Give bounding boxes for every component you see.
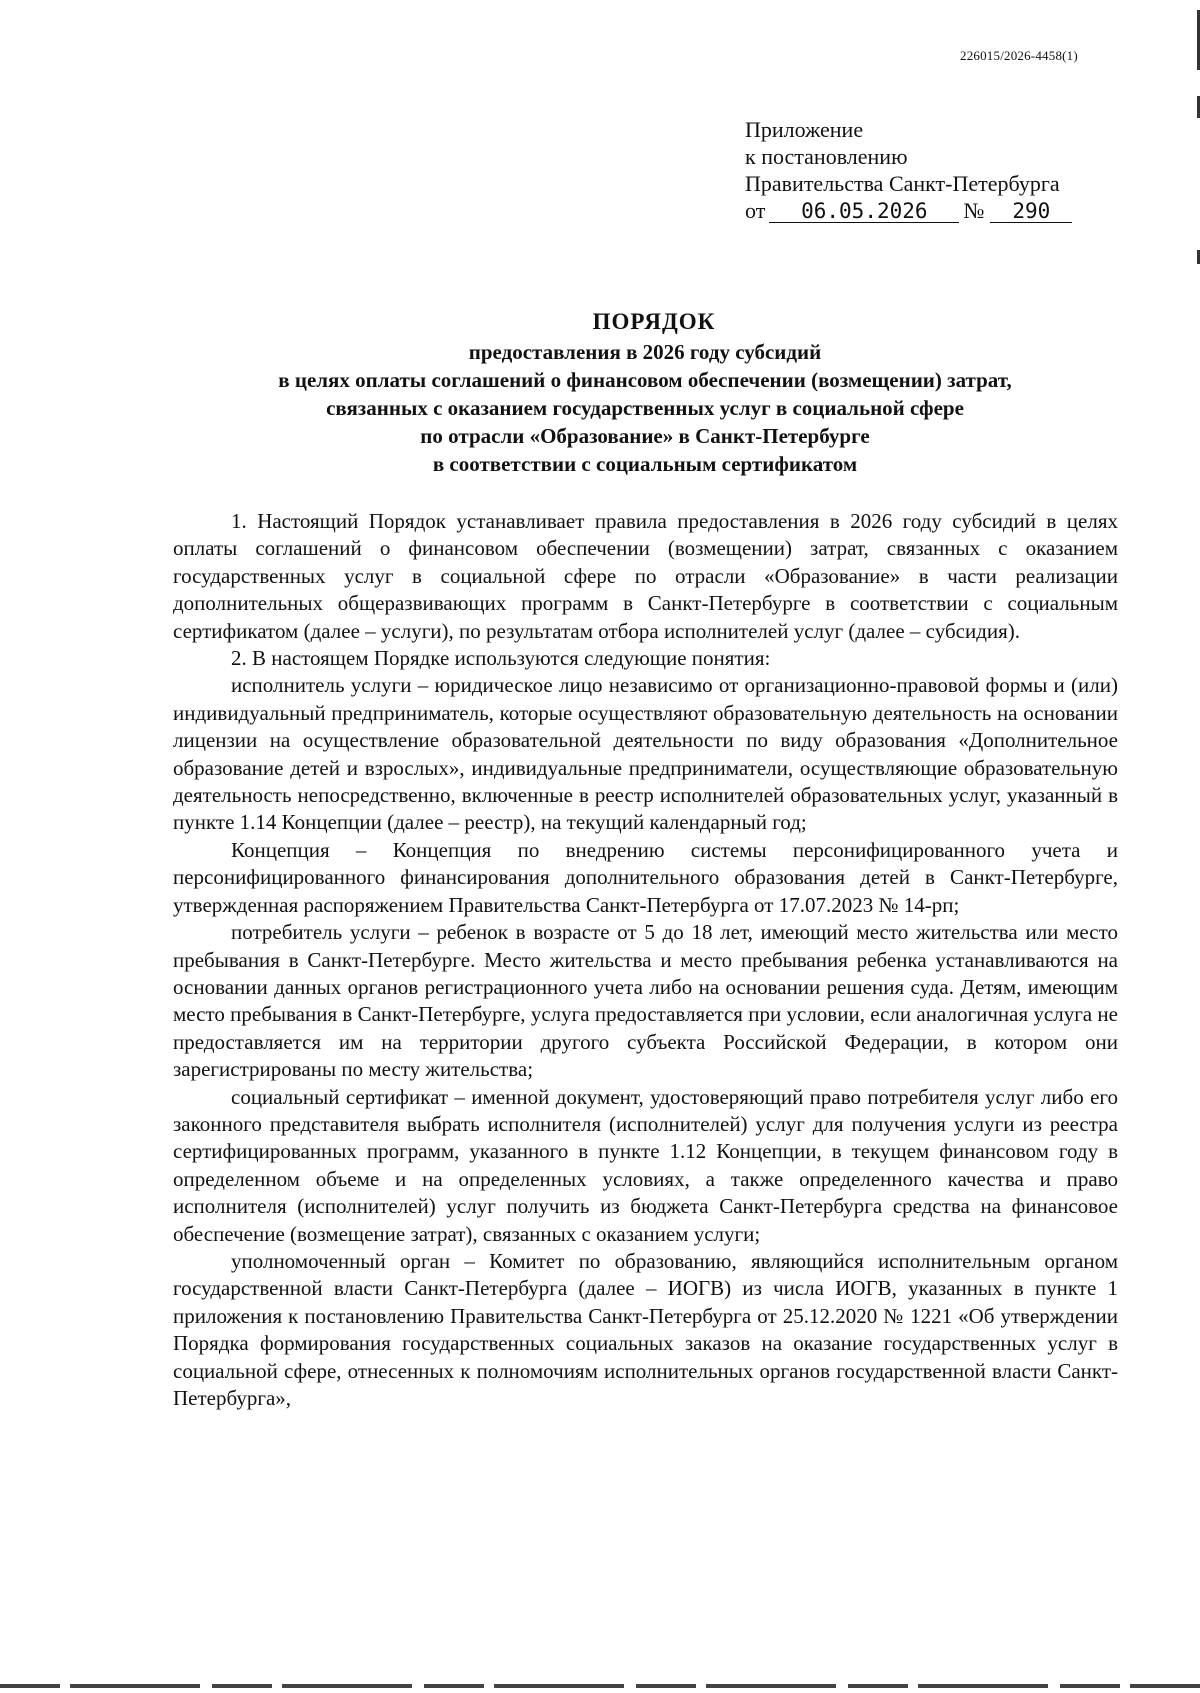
paragraph: социальный сертификат – именной документ, удостоверяющий право потребителя услуг либо его законного представителя выбрать исполнителя (исполнителей) услуг для получения услуги из реестра сертифицированных программ, указанного в пункте 1.12 Концепции, в текущем финансовом году в определенном объеме и на определенных условиях, а также определенного качества и право исполнителя (исполнителей) услуг получить из бюджета Санкт-Петербурга средства на финансовое обеспечение (возмещение затрат), связанных с оказанием услуги; (173, 1084, 1118, 1246)
title-line: в соответствии с социальным сертификатом (432, 452, 858, 476)
appendix-line-2: к постановлению (745, 144, 908, 169)
date-prefix: от (745, 198, 766, 223)
document-id: 226015/2026-4458(1) (960, 48, 1078, 63)
scan-bottom-edge (0, 1684, 1200, 1688)
appendix-line-1: Приложение (745, 117, 864, 142)
title-line: связанных с оказанием государственных услуг в социальной сфере (326, 396, 964, 420)
paragraph: исполнитель услуги – юридическое лицо независимо от организационно-правовой формы и (или) индивидуальный предприниматель, которые осуществляют образовательную деятельность на основании лицензии на осуществление образовательной деятельности по виду образования «Дополнительное образование детей и взрослых», индивидуальные предприниматели, осуществляющие образовательную деятельность непосредственно, включенные в реестр исполнителей образовательных услуг, указанный в пункте 1.14 Концепции (далее – реестр), на текущий календарный год; (173, 673, 1118, 835)
paragraph: 1. Настоящий Порядок устанавливает правила предоставления в 2026 году субсидий в целях оплаты соглашений о финансовом обеспечении (возмещении) затрат, связанных с оказанием государственных услуг в социальной сфере по отрасли «Образование» в части реализации дополнительных общеразвивающих программ в Санкт-Петербурге в соответствии с социальным сертификатом (далее – услуги), по результатам отбора исполнителей услуг (далее – субсидия). (173, 509, 1118, 643)
appendix-date-line (745, 197, 1072, 224)
title-line: предоставления в 2026 году субсидий (468, 340, 822, 364)
scan-edge-marks (1196, 0, 1200, 1693)
appendix-line-3: Правительства Санкт-Петербурга (745, 171, 1060, 196)
paragraph: Концепция – Концепция по внедрению системы персонифицированного учета и персонифицированного финансирования дополнительного образования детей в Санкт-Петербурге, утвержденная распоряжением Правительства Санкт-Петербурга от 17.07.2023 № 14-рп; (173, 837, 1118, 917)
document-title (172, 308, 1118, 478)
paragraph: 2. В настоящем Порядке используются следующие понятия: (231, 646, 771, 671)
title-main: ПОРЯДОК (592, 309, 716, 334)
document-body (173, 508, 1118, 1412)
title-line: по отрасли «Образование» в Санкт-Петербурге (420, 424, 870, 448)
paragraph: уполномоченный орган – Комитет по образованию, являющийся исполнительным органом государственной власти Санкт-Петербурга (далее – ИОГВ) из числа ИОГВ, указанных в пункте 1 приложения к постановлению Правительства Санкт-Петербурга от 25.12.2020 № 1221 «Об утверждении Порядка формирования государственных социальных заказов на оказание государственных услуг в социальной сфере, отнесенных к полномочиям исполнительных органов государственной власти Санкт-Петербурга», (173, 1248, 1118, 1410)
resolution-number: 290 (990, 200, 1072, 223)
resolution-date: 06.05.2026 (769, 200, 959, 223)
appendix-block (745, 116, 1072, 224)
title-line: в целях оплаты соглашений о финансовом обеспечении (возмещении) затрат, (278, 368, 1012, 392)
paragraph: потребитель услуги – ребенок в возрасте от 5 до 18 лет, имеющий место жительства или место пребывания в Санкт-Петербурге. Место жительства и место пребывания ребенка устанавливаются на основании данных органов регистрационного учета либо на основании решения суда. Детям, имеющим место пребывания в Санкт-Петербурге, услуга предоставляется при условии, если аналогичная услуга не предоставляется им на территории другого субъекта Российской Федерации, в котором они зарегистрированы по месту жительства; (173, 920, 1118, 1082)
number-sign: № (963, 198, 985, 223)
